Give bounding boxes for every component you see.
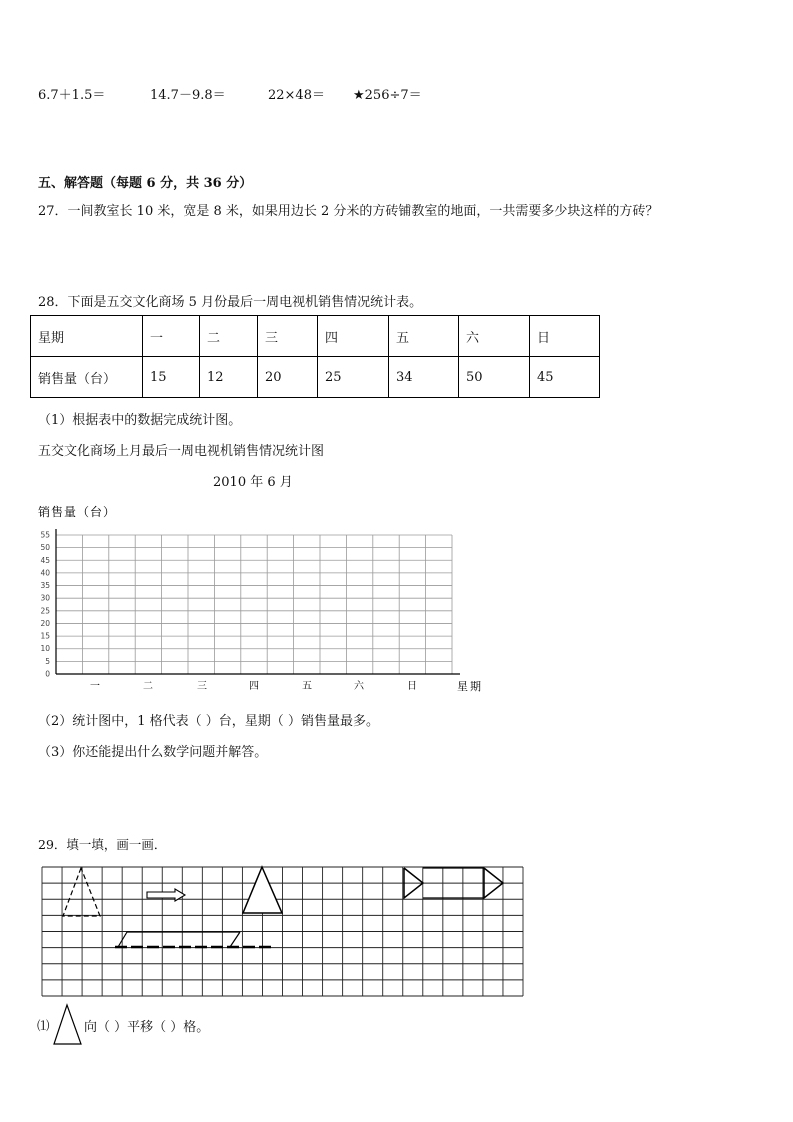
chart-yticks	[40, 531, 50, 679]
chart-ytick-label: 45	[40, 555, 50, 565]
dashed-triangle-shape	[63, 868, 100, 916]
chart-ytick-label: 0	[45, 669, 50, 679]
table-cell-sales: 34	[389, 357, 459, 398]
table-cell-day: 一	[143, 316, 200, 357]
solid-triangle-shape	[243, 867, 282, 913]
chart-date: 2010 年 6 月	[213, 475, 293, 490]
table-header-sales: 销售量（台）	[31, 357, 143, 398]
table-cell-day: 六	[459, 316, 530, 357]
sales-table	[30, 315, 600, 398]
table-cell-sales: 45	[530, 357, 600, 398]
chart-xtick-label: 六	[354, 681, 364, 692]
table-cell-day: 四	[318, 316, 389, 357]
chart-ytick-label: 10	[40, 644, 50, 654]
chart-xtick-label: 日	[407, 681, 417, 692]
table-row-days	[31, 316, 600, 357]
star-icon: ★	[353, 88, 365, 103]
chart-ytick-label: 40	[40, 568, 50, 578]
chart-ytick-label: 50	[40, 543, 50, 553]
chart-ytick-label: 15	[40, 631, 50, 641]
table-row-sales	[31, 357, 600, 398]
table-header-day: 星期	[31, 316, 143, 357]
chart-xtick-label: 一	[90, 681, 100, 692]
chart-ytick-label: 30	[40, 593, 50, 603]
question-28-sub1: （1）根据表中的数据完成统计图。	[38, 413, 242, 428]
trapezoid-right	[230, 932, 240, 947]
chart-xtick-label: 二	[143, 681, 153, 692]
question-29-intro: 29．填一填，画一画．	[38, 837, 167, 852]
chart-xtick-label: 四	[249, 681, 259, 692]
chart-ytick-label: 55	[40, 530, 50, 540]
arithmetic-item-4	[353, 84, 422, 103]
question-28-sub2: （2）统计图中，1 格代表（ ）台，星期（ ）销售量最多。	[38, 714, 379, 729]
chart-xtick-label: 三	[197, 681, 207, 692]
q29-grid	[42, 867, 523, 996]
question-28-sub3: （3）你还能提出什么数学问题并解答。	[38, 745, 268, 760]
question-29-sub1-text: 向（ ）平移（ ）格。	[84, 1020, 210, 1035]
table-cell-sales: 20	[258, 357, 318, 398]
question-28-intro: 28．下面是五交文化商场 5 月份最后一周电视机销售情况统计表。	[38, 295, 423, 310]
table-cell-sales: 25	[318, 357, 389, 398]
section-title: 五、解答题（每题 6 分，共 36 分）	[38, 176, 253, 191]
chart-ytick-label: 25	[40, 606, 50, 616]
small-triangle-icon	[54, 1005, 81, 1044]
arithmetic-item-2: 14.7－9.8＝	[150, 88, 226, 103]
trapezoid-left	[118, 932, 127, 947]
chart-xlabel: 星期	[457, 680, 483, 693]
chart-ytick-label: 5	[45, 656, 50, 666]
table-cell-sales: 12	[200, 357, 258, 398]
chart-grid	[56, 529, 460, 674]
arithmetic-item-4-text: 256÷7＝	[364, 88, 422, 103]
table-cell-day: 日	[530, 316, 600, 357]
arrow-right-icon	[147, 889, 185, 901]
flag-shape-right	[484, 868, 503, 898]
table-cell-sales: 50	[459, 357, 530, 398]
chart-xticks	[90, 680, 417, 692]
question-27: 27．一间教室长 10 米，宽是 8 米，如果用边长 2 分米的方砖铺教室的地面，一共需要多少块这样的方砖？	[38, 204, 659, 219]
arithmetic-item-1: 6.7＋1.5＝	[38, 88, 106, 103]
chart-ytick-label: 35	[40, 581, 50, 591]
table-cell-day: 二	[200, 316, 258, 357]
chart-ytick-label: 20	[40, 618, 50, 628]
table-cell-day: 三	[258, 316, 318, 357]
table-cell-day: 五	[389, 316, 459, 357]
arithmetic-item-3: 22×48＝	[268, 88, 325, 103]
table-cell-sales: 15	[143, 357, 200, 398]
flag-shape-left	[404, 868, 423, 898]
question-29-sub1-number: ⑴	[37, 1018, 50, 1033]
chart-title: 五交文化商场上月最后一周电视机销售情况统计图	[38, 444, 325, 459]
chart-xtick-label: 五	[302, 681, 312, 692]
chart-ylabel: 销售量（台）	[38, 505, 117, 519]
